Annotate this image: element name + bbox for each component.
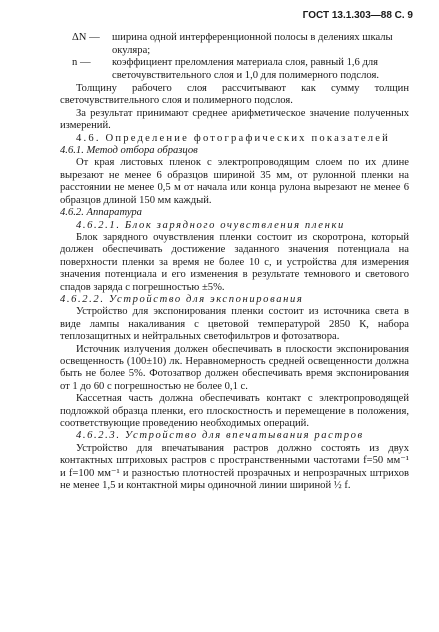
subsection-heading-4-6-2: 4.6.2. Аппаратура: [60, 207, 142, 219]
definition-text: ширина одной интерференционной полосы в делениях шкалы окуляра;: [112, 32, 393, 56]
paragraph: Толщину рабочего слоя рассчитывают как сумму толщин светочувствительного слоя и полимерного подслоя.: [60, 83, 409, 107]
definition-text: коэффициент преломления материала слоя, равный 1,6 для светочувствительного слоя и 1,0 для полимерного подслоя.: [112, 57, 380, 81]
page-header: ГОСТ 13.1.303—88 С. 9: [302, 10, 413, 21]
definition-delta-n: [60, 32, 409, 57]
paragraph: От края листовых пленок с электропроводящим слоем по их длине вырезают не менее 6 образцов шириной 35 мм, от рулонной пленки на расстоянии не менее 0,5 м от начала или конца рулона вырезают не менее 6 образцов длиной 150 мм каждый.: [60, 157, 409, 206]
definition-n: [60, 57, 409, 82]
paragraph: Устройство для впечатывания растров должно состоять из двух контактных штриховых растров с пространственными частотами f=50 мм⁻¹ и f=100 мм⁻¹ и разностью плотностей прозрачных и непрозрачных штрихов не менее 1,5 и контактной миры одиночной линии шириной ½ f.: [60, 442, 409, 492]
paragraph: Источник излучения должен обеспечивать в плоскости экспонирования освещенность (100±10) лк. Неравномерность средней освещенности должна быть не более 5%. Фотозатвор должен обеспечивать время экспонирования от 1 до 60 с погрешностью не более 0,1 с.: [60, 343, 409, 392]
subsection-heading-4-6-1: 4.6.1. Метод отбора образцов: [60, 145, 198, 157]
subsection-heading-4-6-2-2: 4.6.2.2. Устройство для экспонирования: [60, 293, 304, 305]
paragraph: Устройство для экспонирования пленки состоит из источника света в виде лампы накаливания с цветовой температурой 2850 К, набора теплозащитных и нейтральных светофильтров и фотозатвора.: [60, 306, 409, 343]
definition-term: ΔN —: [72, 32, 100, 44]
paragraph: За результат принимают среднее арифметическое значение полученных измерений.: [60, 107, 409, 132]
subsection-heading-4-6-2-1: 4.6.2.1. Блок зарядного очувствления пленки: [76, 219, 345, 231]
section-heading-4-6: 4.6. Определение фотографических показателей: [76, 132, 390, 144]
subsection-heading-4-6-2-3: 4.6.2.3. Устройство для впечатывания растров: [76, 430, 364, 442]
paragraph: Кассетная часть должна обеспечивать контакт с электропроводящей подложкой образца пленки, его плоскостность и перемещение в положения, соответствующие проведению необходимых операций.: [60, 393, 409, 429]
definition-term: n —: [72, 57, 91, 69]
paragraph: Блок зарядного очувствления пленки состоит из скоротрона, который должен обеспечивать достижение заданного значения потенциала на поверхности пленки за время не более 10 с, и устройства для измерения значения потенциала и его изменения в результате темнового и светового спадов заряда с погрешностью ±5%.: [60, 231, 409, 293]
